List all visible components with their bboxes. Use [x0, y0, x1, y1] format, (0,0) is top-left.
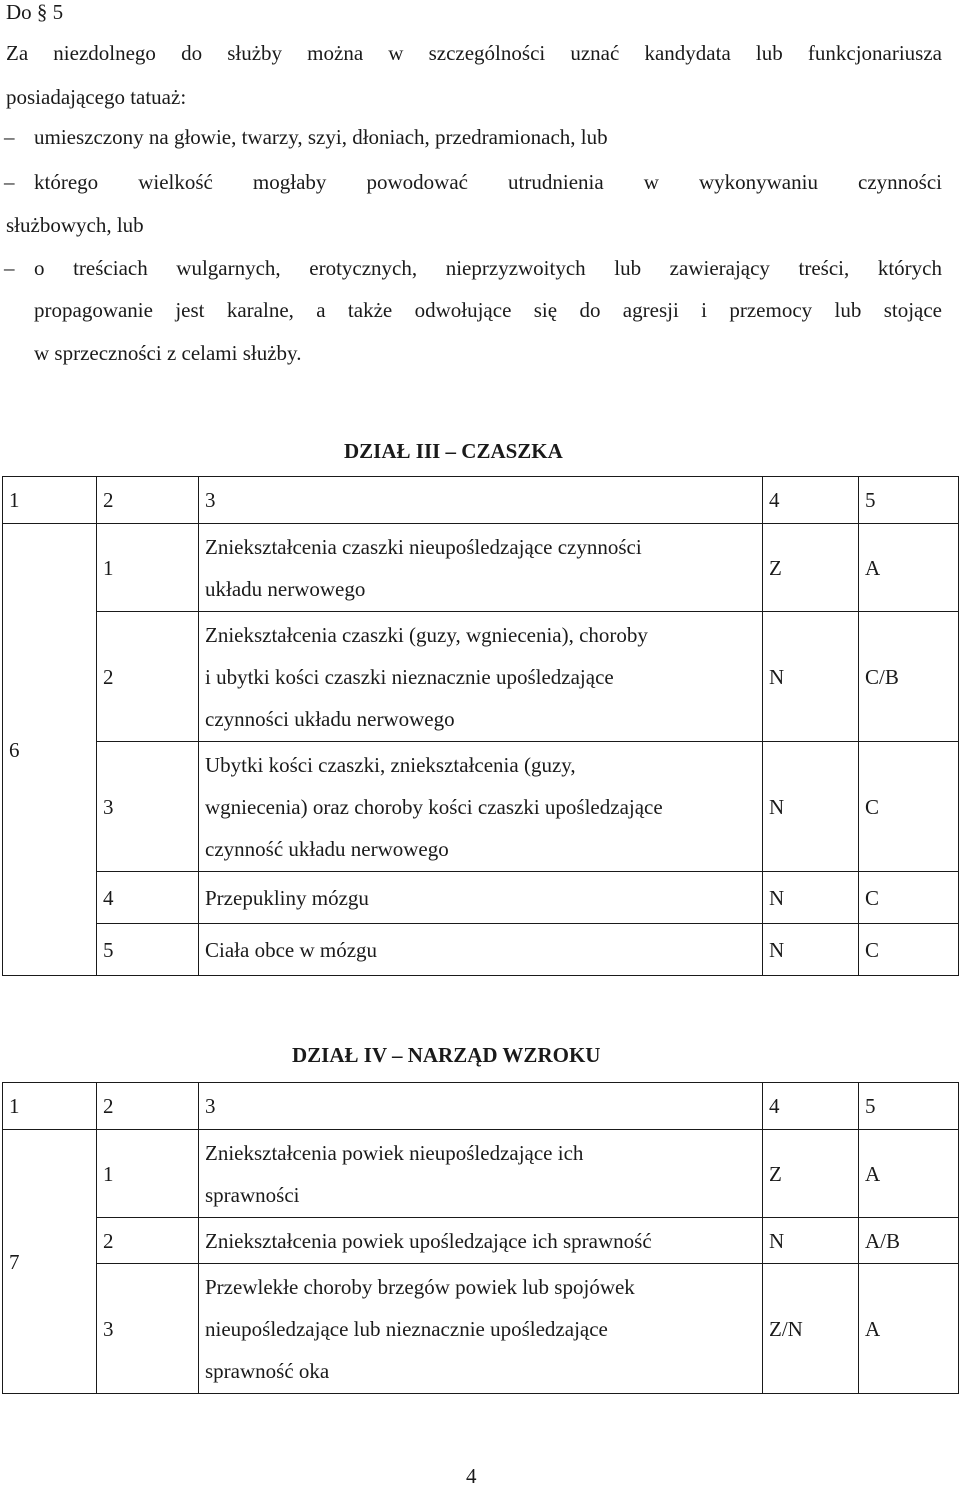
category-cell: C — [859, 872, 959, 924]
header-cell: 5 — [859, 1083, 959, 1130]
category-cell: C/B — [859, 612, 959, 742]
page-number: 4 — [466, 1464, 477, 1488]
row-description: Ubytki kości czaszki, zniekształcenia (guzy, wgniecenia) oraz choroby kości czaszki upośledzające czynność układu nerwowego — [199, 742, 763, 872]
header-cell: 2 — [97, 1083, 199, 1130]
category-cell: N — [763, 1218, 859, 1264]
table-row — [3, 1264, 959, 1394]
row-number: 5 — [97, 924, 199, 976]
row-description: Zniekształcenia powiek upośledzające ich sprawność — [199, 1218, 763, 1264]
category-cell: Z — [763, 1130, 859, 1218]
section-title: DZIAŁ III – CZASZKA — [344, 439, 563, 463]
table-header-row — [3, 1083, 959, 1130]
category-cell: A — [859, 1130, 959, 1218]
group-number: 7 — [3, 1130, 97, 1394]
list-dash: – — [4, 256, 15, 280]
table-row — [3, 1130, 959, 1218]
category-cell: A — [859, 1264, 959, 1394]
header-cell: 1 — [3, 1083, 97, 1130]
category-cell: A — [859, 524, 959, 612]
header-cell: 3 — [199, 1083, 763, 1130]
table-row — [3, 742, 959, 872]
list-item-line: umieszczony na głowie, twarzy, szyi, dłoniach, przedramionach, lub — [34, 125, 608, 149]
row-description: Zniekształcenia czaszki (guzy, wgniecenia), choroby i ubytki kości czaszki nieznacznie upośledzające czynności układu nerwowego — [199, 612, 763, 742]
row-description: Ciała obce w mózgu — [199, 924, 763, 976]
row-number: 3 — [97, 1264, 199, 1394]
category-cell: N — [763, 924, 859, 976]
table-row — [3, 1218, 959, 1264]
table-row — [3, 872, 959, 924]
list-dash: – — [4, 125, 15, 149]
header-cell: 1 — [3, 477, 97, 524]
list-item-line: propagowanie jest karalne, a także odwołujące się do agresji i przemocy lub stojące — [34, 298, 942, 322]
category-cell: C — [859, 924, 959, 976]
category-cell: Z — [763, 524, 859, 612]
category-cell: N — [763, 872, 859, 924]
intro-paragraph-line: Za niezdolnego do służby można w szczególności uznać kandydata lub funkcjonariusza — [6, 41, 942, 65]
category-cell: N — [763, 742, 859, 872]
row-number: 1 — [97, 524, 199, 612]
row-description: Przepukliny mózgu — [199, 872, 763, 924]
row-description: Zniekształcenia powiek nieupośledzające ich sprawności — [199, 1130, 763, 1218]
row-number: 2 — [97, 1218, 199, 1264]
table-row — [3, 612, 959, 742]
category-cell: C — [859, 742, 959, 872]
header-cell: 2 — [97, 477, 199, 524]
list-item-line: o treściach wulgarnych, erotycznych, nieprzyzwoitych lub zawierający treści, których — [34, 256, 942, 280]
header-cell: 4 — [763, 477, 859, 524]
section4-table — [2, 1082, 959, 1394]
header-cell: 3 — [199, 477, 763, 524]
category-cell: Z/N — [763, 1264, 859, 1394]
row-description: Zniekształcenia czaszki nieupośledzające czynności układu nerwowego — [199, 524, 763, 612]
list-dash: – — [4, 170, 15, 194]
header-cell: 5 — [859, 477, 959, 524]
row-description: Przewlekłe choroby brzegów powiek lub spojówek nieupośledzające lub nieznacznie upośledzające sprawność oka — [199, 1264, 763, 1394]
paragraph-heading: Do § 5 — [6, 0, 64, 24]
row-number: 1 — [97, 1130, 199, 1218]
table-header-row — [3, 477, 959, 524]
row-number: 3 — [97, 742, 199, 872]
section-title: DZIAŁ IV – NARZĄD WZROKU — [292, 1043, 601, 1067]
intro-paragraph-line: posiadającego tatuaż: — [6, 85, 187, 109]
group-number: 6 — [3, 524, 97, 976]
table-row — [3, 924, 959, 976]
row-number: 4 — [97, 872, 199, 924]
row-number: 2 — [97, 612, 199, 742]
category-cell: A/B — [859, 1218, 959, 1264]
list-item-line: w sprzeczności z celami służby. — [34, 341, 302, 365]
section3-table — [2, 476, 959, 976]
table-row — [3, 524, 959, 612]
list-item-line: którego wielkość mogłaby powodować utrudnienia w wykonywaniu czynności — [34, 170, 942, 194]
category-cell: N — [763, 612, 859, 742]
header-cell: 4 — [763, 1083, 859, 1130]
list-item-line: służbowych, lub — [6, 213, 144, 237]
